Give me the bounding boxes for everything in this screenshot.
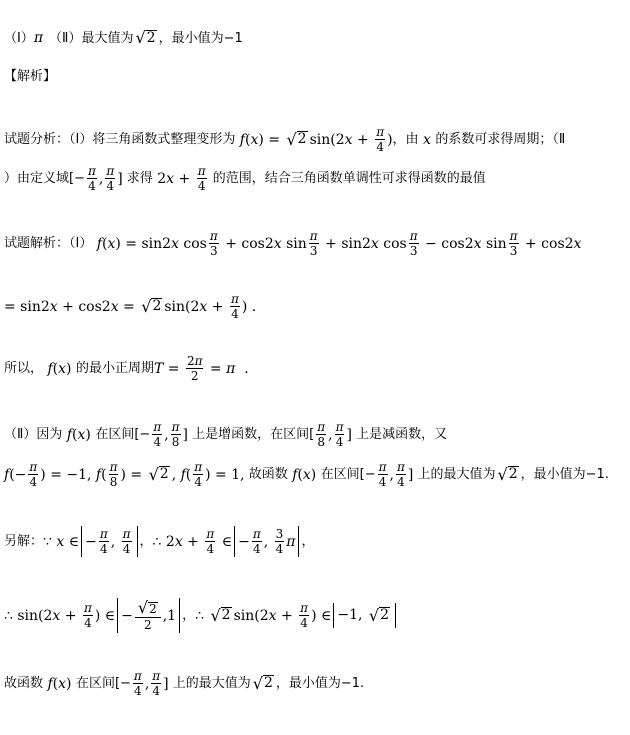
section-heading: 【解析】 bbox=[4, 69, 57, 84]
answer-line: （Ⅰ） π （Ⅱ）最大值为 √ 2 ，最小值为−1 bbox=[4, 28, 243, 48]
analysis-line-1: 试题分析：（Ⅰ）将三角函数式整理变形为 f ( x ) = √ 2 sin(2 x + $\frac{\pi}{4}$ ) ，由 x 的系数可求得周期；（Ⅱ bbox=[4, 125, 566, 154]
solution-line-5: f (− $\frac{\pi}{4}$ ) = −1, f ( $\frac{\pi}{8}$ ) = √ 2 , f ( $\frac{\pi}{4}$ ) = 1, 故函数 f ( x ) 在区间[− $\frac{\pi}{4}$ , $\frac{\pi}{4}$ ] 上的最大值为 √ 2 ，最小值为−1. bbox=[4, 460, 609, 489]
solution-line-8: 故函数 f ( x ) 在区间[− $\frac{\pi}{4}$ , $\frac{\pi}{4}$ ] 上的最大值为 √ 2 ，最小值为−1. bbox=[4, 669, 365, 698]
analysis-line-2: ）由定义域[− $\frac{\pi}{4}$ , $\frac{\pi}{4}$ ] 求得 2 x + $\frac{\pi}{4}$ 的范围，结合三角函数单调性可求得函数的最值 bbox=[4, 164, 486, 193]
solution-line-1: 试题解析：（Ⅰ） f ( x ) = sin2 x cos $\frac{\pi}{3}$ + cos2 x sin $\frac{\pi}{3}$ + sin2 x cos $\frac{\pi}{3}$ − cos2 x sin $\frac{\pi}{3}$ + cos2 x bbox=[4, 229, 582, 258]
solution-line-2: = sin2 x + cos2 x = √ 2 sin(2 x + $\frac{\pi}{4}$ ) . bbox=[4, 292, 257, 321]
solution-line-6: 另解： ∵ x ∈ − $\frac{\pi}{4}$ , $\frac{\pi}{4}$ ， ∴ 2 x + $\frac{\pi}{4}$ ∈ − $\frac{\pi}{4}$ , $\frac{3}{4}$ π ， bbox=[4, 527, 315, 556]
solution-line-3: 所以， f ( x ) 的最小正周期 T = $\frac{2\pi}{2}$ = π . bbox=[4, 354, 249, 383]
solution-line-7: ∴ sin(2 x + $\frac{\pi}{4}$ ) ∈ − √ 2 2 ,1 ， ∴ √ 2 sin(2 x + $\frac{\pi}{4}$ ) ∈ −1, √ 2 bbox=[4, 598, 398, 633]
solution-line-4: （Ⅱ）因为 f ( x ) 在区间[− $\frac{\pi}{4}$ , $\frac{\pi}{8}$ ] 上是增函数，在区间[ $\frac{\pi}{8}$ , $\frac{\pi}{4}$ ] 上是减函数，又 bbox=[4, 420, 448, 449]
